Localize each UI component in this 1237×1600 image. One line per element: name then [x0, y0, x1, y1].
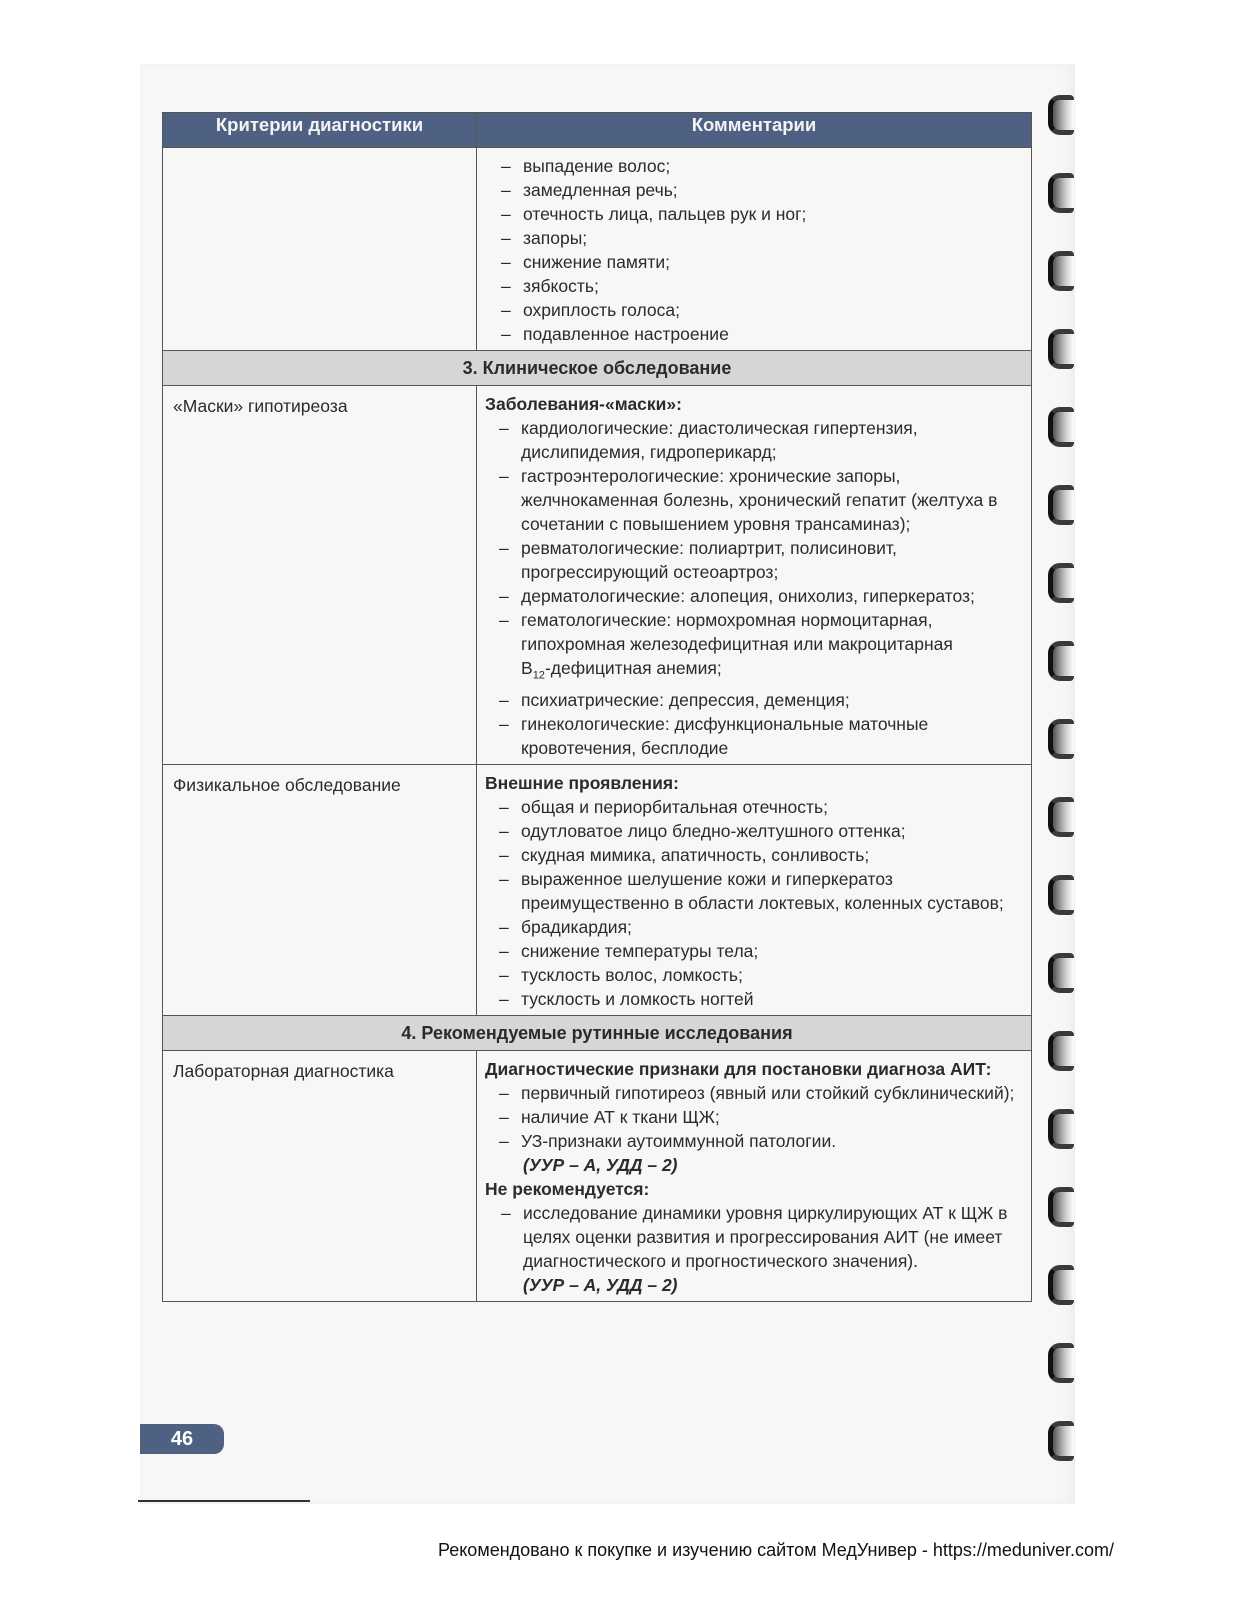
spiral-ring: [1048, 875, 1074, 915]
criteria-cell: «Маски» гипотиреоза: [163, 386, 477, 765]
section-row-routine: [163, 1015, 1032, 1050]
physical-signs-list: [485, 795, 1023, 1011]
list-item: – отечность лица, пальцев рук и ног;: [523, 202, 1023, 226]
spiral-ring: [1048, 719, 1074, 759]
list-item: – первичный гипотиреоз (явный или стойкий субклинический);: [521, 1081, 1023, 1105]
spiral-ring: [1048, 1031, 1074, 1071]
list-item: – кардиологические: диастолическая гипертензия, дислипидемия, гидроперикард;: [521, 416, 1023, 464]
divider: [138, 1500, 310, 1502]
list-item: – одутловатое лицо бледно-желтушного оттенка;: [521, 819, 1023, 843]
list-item: – охриплость голоса;: [523, 298, 1023, 322]
list-item: – замедленная речь;: [523, 178, 1023, 202]
list-item: – тусклость волос, ломкость;: [521, 963, 1023, 987]
spiral-ring: [1048, 1421, 1074, 1461]
section-title: 4. Рекомендуемые рутинные исследования: [163, 1015, 1032, 1050]
header-criteria: Критерии диагностики: [163, 113, 477, 148]
not-recommended-list: [485, 1201, 1023, 1273]
hematology-text: гематологические: нормохромная нормоцитарная, гипохромная железодефицитная или макроцитарная: [521, 610, 953, 654]
masks-list: [485, 416, 1023, 760]
list-item: – выпадение волос;: [523, 154, 1023, 178]
cell-heading: Внешние проявления:: [485, 772, 679, 793]
section-title: 3. Клиническое обследование: [163, 351, 1032, 386]
list-item: – исследование динамики уровня циркулирующих АТ к ЩЖ в целях оценки развития и прогрессирования АИТ (не имеет диагностического и прогностического значения).: [523, 1201, 1023, 1273]
list-item: – запоры;: [523, 226, 1023, 250]
b12-subscript: 12: [532, 669, 545, 682]
list-item: – снижение памяти;: [523, 250, 1023, 274]
table-row-masks: [163, 386, 1032, 765]
symptom-list: [485, 154, 1023, 346]
list-item: – дерматологические: алопеция, онихолиз, гиперкератоз;: [521, 584, 1023, 608]
list-item: – ревматологические: полиартрит, полисиновит, прогрессирующий остеоартроз;: [521, 536, 1023, 584]
list-item: – общая и периорбитальная отечность;: [521, 795, 1023, 819]
table-header-row: [163, 113, 1032, 148]
header-comments: Комментарии: [477, 113, 1032, 148]
list-item-hematology: [521, 608, 1023, 688]
list-item: – снижение температуры тела;: [521, 939, 1023, 963]
list-item: – подавленное настроение: [523, 322, 1023, 346]
spiral-ring: [1048, 1187, 1074, 1227]
comments-cell: [477, 1050, 1032, 1301]
spiral-ring: [1048, 641, 1074, 681]
list-item: – брадикардия;: [521, 915, 1023, 939]
table-row-physical: [163, 764, 1032, 1015]
spiral-ring: [1048, 329, 1074, 369]
evidence-level: (УУР – А, УДД – 2): [523, 1154, 678, 1175]
cell-heading: Заболевания-«маски»:: [485, 394, 682, 414]
spiral-ring: [1048, 407, 1074, 447]
page-number: 46: [140, 1424, 224, 1454]
spiral-ring: [1048, 485, 1074, 525]
diagnostic-criteria-table: [162, 112, 1032, 1302]
spiral-binding: [1048, 95, 1080, 1495]
spiral-ring: [1048, 1109, 1074, 1149]
list-item: – психиатрические: депрессия, деменция;: [521, 688, 1023, 712]
list-item: – наличие АТ к ткани ЩЖ;: [521, 1105, 1023, 1129]
footer-text: Рекомендовано к покупке и изучению сайтом МедУнивер - https://meduniver.com/: [438, 1540, 1114, 1560]
cell-heading: Диагностические признаки для постановки диагноза АИТ:: [485, 1058, 992, 1079]
criteria-cell: Физикальное обследование: [163, 764, 477, 1015]
spiral-ring: [1048, 953, 1074, 993]
not-recommended-heading: Не рекомендуется:: [485, 1178, 650, 1199]
lab-signs-list: [485, 1081, 1023, 1153]
spiral-ring: [1048, 563, 1074, 603]
criteria-cell: Лабораторная диагностика: [163, 1050, 477, 1301]
evidence-level: (УУР – А, УДД – 2): [523, 1274, 678, 1295]
spiral-ring: [1048, 173, 1074, 213]
spiral-ring: [1048, 1265, 1074, 1305]
criteria-cell-empty: [163, 148, 477, 351]
table-row-symptoms: [163, 148, 1032, 351]
list-item: – тусклость и ломкость ногтей: [521, 987, 1023, 1011]
list-item: – зябкость;: [523, 274, 1023, 298]
b12-rest: -дефицитная анемия;: [544, 658, 722, 678]
comments-cell: [477, 764, 1032, 1015]
section-row-clinical: [163, 351, 1032, 386]
list-item: – выраженное шелушение кожи и гиперкератоз преимущественно в области локтевых, коленных суставов;: [521, 867, 1023, 915]
b12-letter: B: [521, 658, 533, 678]
spiral-ring: [1048, 251, 1074, 291]
table-row-lab: [163, 1050, 1032, 1301]
spiral-ring: [1048, 95, 1074, 135]
list-item: – скудная мимика, апатичность, сонливость;: [521, 843, 1023, 867]
list-item: – УЗ-признаки аутоиммунной патологии.: [521, 1129, 1023, 1153]
list-item: – гастроэнтерологические: хронические запоры, желчнокаменная болезнь, хронический гепатит (желтуха в сочетании с повышением уровня трансаминаз);: [521, 464, 1023, 536]
spiral-ring: [1048, 1343, 1074, 1383]
spiral-ring: [1048, 797, 1074, 837]
list-item: – гинекологические: дисфункциональные маточные кровотечения, бесплодие: [521, 712, 1023, 760]
comments-cell: [477, 148, 1032, 351]
comments-cell: [477, 386, 1032, 765]
